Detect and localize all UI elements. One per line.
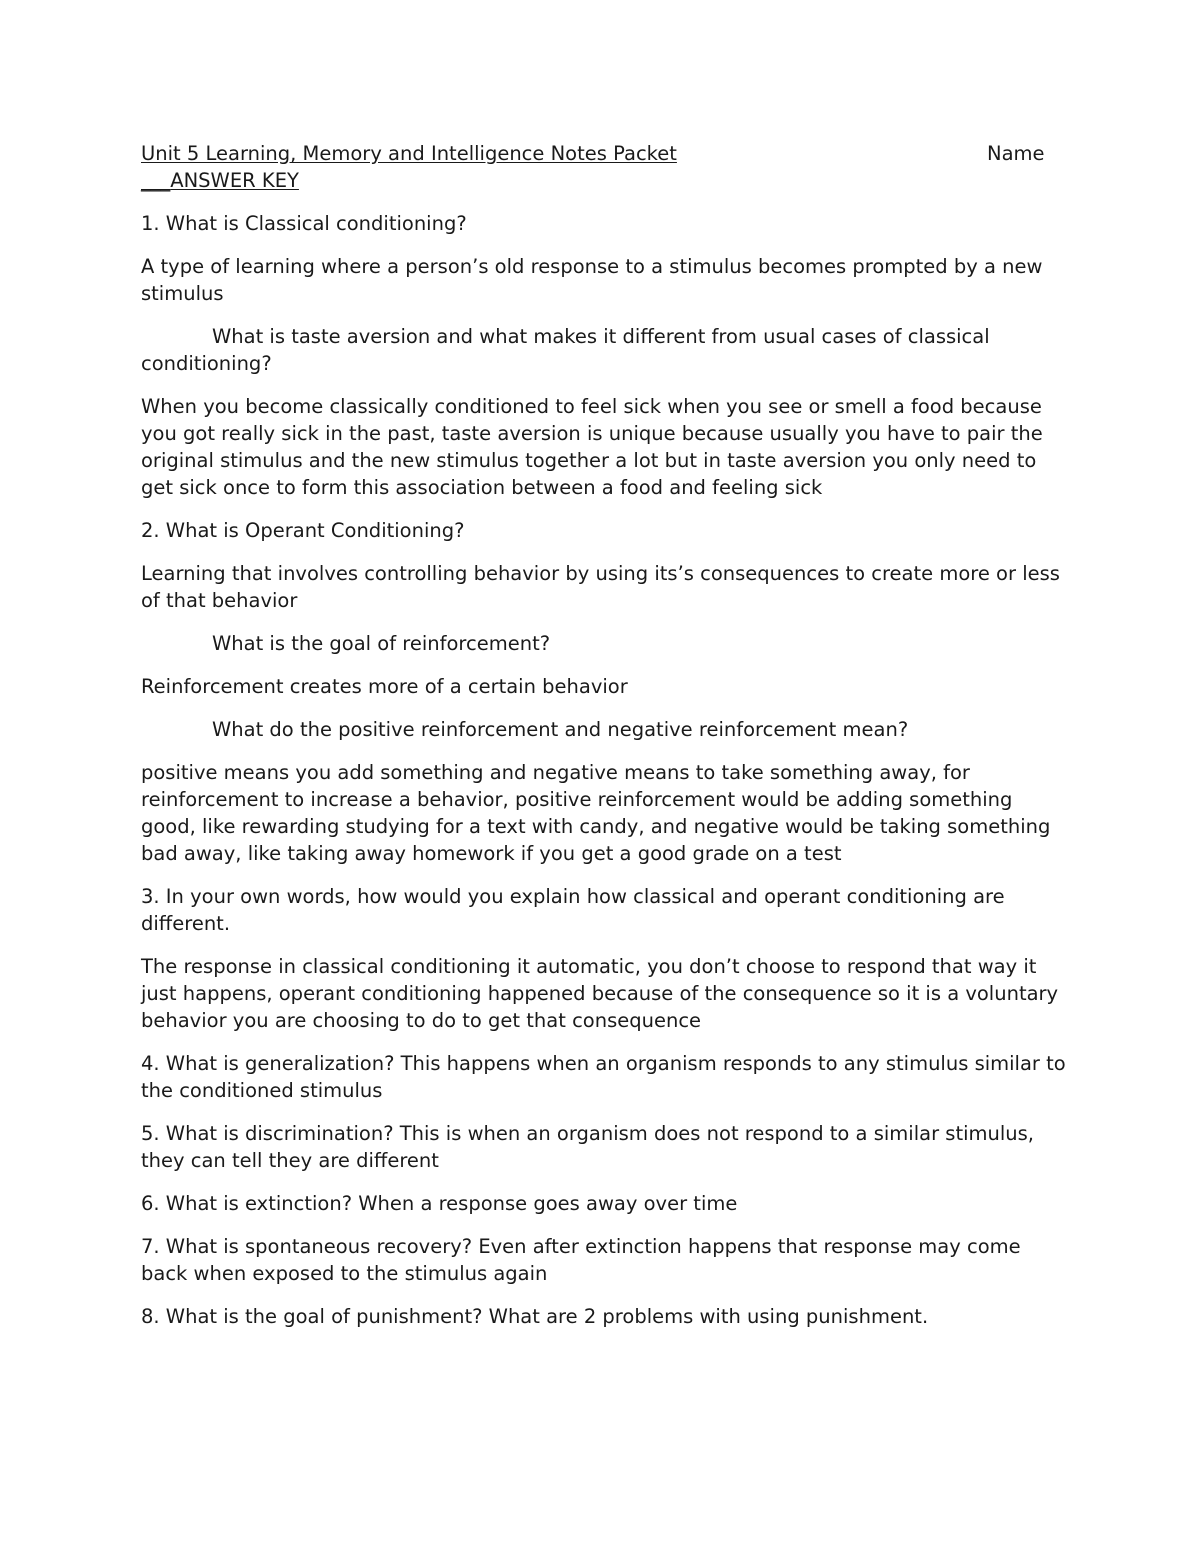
answer-1: A type of learning where a person’s old response to a stimulus becomes prompted by a new stimulus <box>141 255 1043 305</box>
question-4: 4. What is generalization? This happens when an organism responds to any stimulus similar to the conditioned stimulus <box>141 1052 1066 1102</box>
answer-key-label: ANSWER KEY <box>170 169 299 192</box>
question-8: 8. What is the goal of punishment? What are 2 problems with using punishment. <box>141 1305 929 1328</box>
name-blank: ___ <box>141 169 171 192</box>
question-2-sub-a: What is the goal of reinforcement? <box>212 632 551 655</box>
question-6: 6. What is extinction? When a response goes away over time <box>141 1192 738 1215</box>
question-7: 7. What is spontaneous recovery? Even after extinction happens that response may come back when exposed to the stimulus again <box>141 1235 1021 1285</box>
answer-key-line <box>141 167 1066 194</box>
document-header <box>141 140 1066 167</box>
question-5: 5. What is discrimination? This is when an organism does not respond to a similar stimulus, they can tell they are different <box>141 1122 1034 1172</box>
document-title: Unit 5 Learning, Memory and Intelligence Notes Packet <box>141 142 677 165</box>
answer-2-sub-b: positive means you add something and negative means to take something away, for reinforcement to increase a behavior, positive reinforcement would be adding something good, like rewarding studying for a text with candy, and negative would be taking something bad away, like taking away homework if you get a good grade on a test <box>141 761 1051 865</box>
name-label: Name <box>987 142 1045 165</box>
document-body <box>141 140 1066 1346</box>
question-3: 3. In your own words, how would you explain how classical and operant conditioning are different. <box>141 885 1005 935</box>
question-1: 1. What is Classical conditioning? <box>141 212 467 235</box>
question-2: 2. What is Operant Conditioning? <box>141 519 465 542</box>
question-2-sub-b: What do the positive reinforcement and negative reinforcement mean? <box>212 718 909 741</box>
answer-1-sub: When you become classically conditioned to feel sick when you see or smell a food because you got really sick in the past, taste aversion is unique because usually you have to pair the original stimulus and the new stimulus together a lot but in taste aversion you only need to get sick once to form this association between a food and feeling sick <box>141 395 1043 499</box>
answer-3: The response in classical conditioning it automatic, you don’t choose to respond that way it just happens, operant conditioning happened because of the consequence so it is a voluntary behavior you are choosing to do to get that consequence <box>141 955 1059 1032</box>
answer-2: Learning that involves controlling behavior by using its’s consequences to create more or less of that behavior <box>141 562 1060 612</box>
question-1-sub: What is taste aversion and what makes it different from usual cases of classical conditioning? <box>141 325 990 375</box>
answer-2-sub-a: Reinforcement creates more of a certain behavior <box>141 675 628 698</box>
